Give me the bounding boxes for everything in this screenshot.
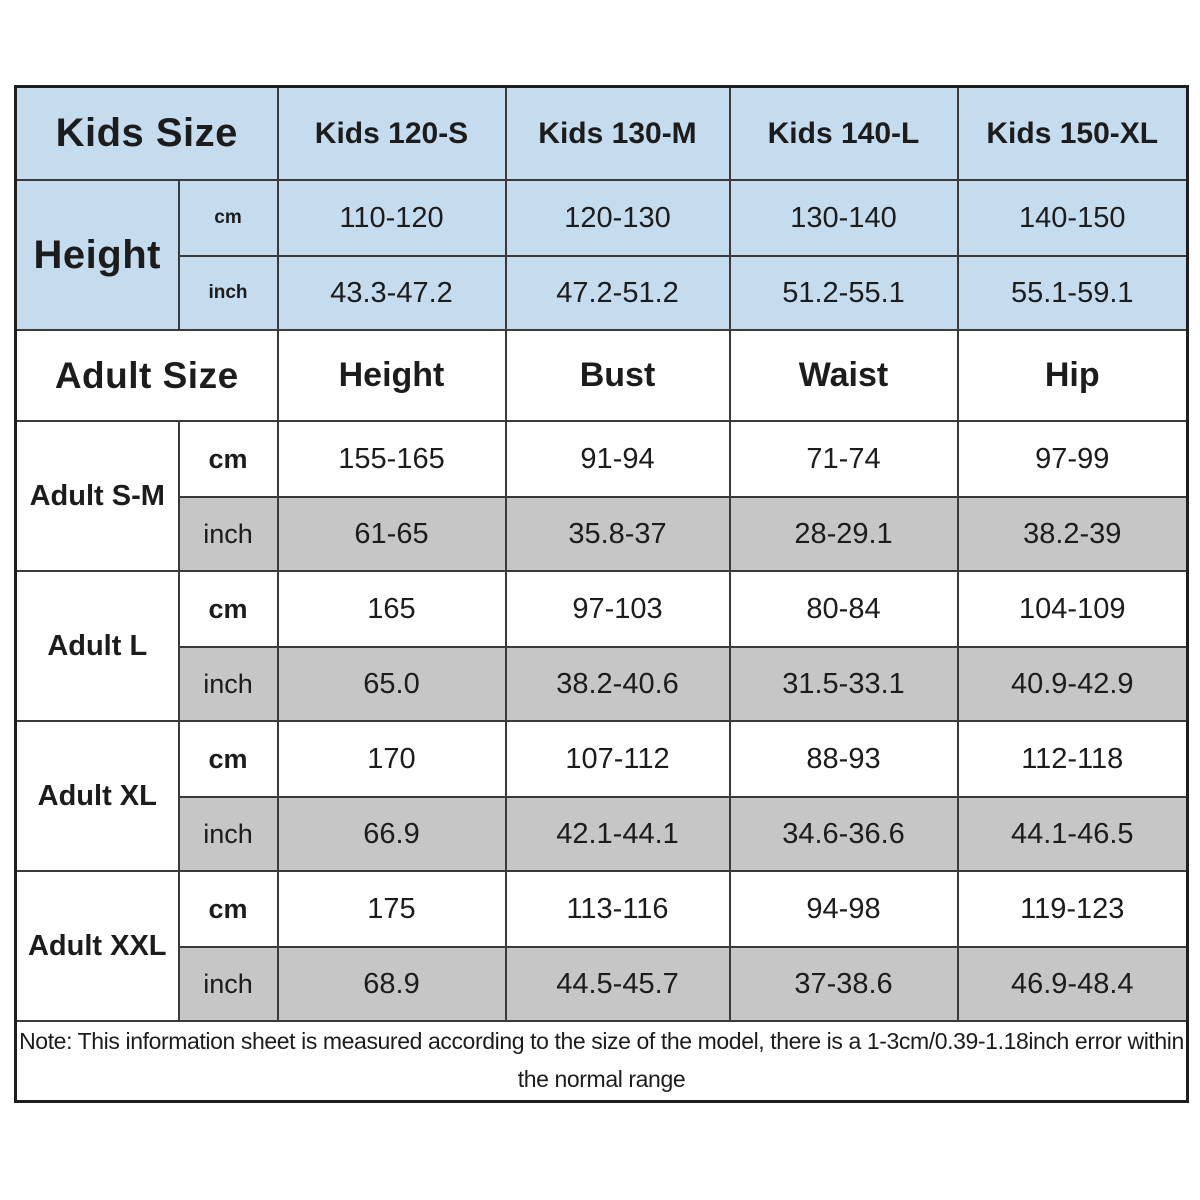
adult-l-cm-row [16, 571, 1188, 647]
size-value-cell: 65.0 [278, 647, 506, 721]
size-value-cell: 47.2-51.2 [506, 256, 730, 330]
size-value-cell: 104-109 [958, 571, 1188, 647]
size-value-cell: 80-84 [730, 571, 958, 647]
unit-label-cm: cm [179, 871, 278, 947]
size-value-cell: 71-74 [730, 421, 958, 497]
size-value-cell: 175 [278, 871, 506, 947]
size-value-cell: 165 [278, 571, 506, 647]
unit-label-cm: cm [179, 721, 278, 797]
kids-column-header-150xl: Kids 150-XL [958, 87, 1188, 181]
adult-xxl-label: Adult XXL [16, 871, 179, 1021]
size-value-cell: 44.1-46.5 [958, 797, 1188, 871]
size-value-cell: 97-99 [958, 421, 1188, 497]
size-value-cell: 110-120 [278, 180, 506, 256]
size-value-cell: 66.9 [278, 797, 506, 871]
size-value-cell: 119-123 [958, 871, 1188, 947]
size-value-cell: 51.2-55.1 [730, 256, 958, 330]
unit-label-inch: inch [179, 497, 278, 571]
kids-column-header-120s: Kids 120-S [278, 87, 506, 181]
adult-xxl-inch-row [16, 947, 1188, 1021]
kids-header-row [16, 87, 1188, 181]
size-value-cell: 88-93 [730, 721, 958, 797]
size-value-cell: 31.5-33.1 [730, 647, 958, 721]
adult-sm-inch-row [16, 497, 1188, 571]
size-value-cell: 170 [278, 721, 506, 797]
kids-height-inch-row [16, 256, 1188, 330]
adult-xxl-cm-row [16, 871, 1188, 947]
size-value-cell: 155-165 [278, 421, 506, 497]
unit-label-inch: inch [179, 256, 278, 330]
adult-xl-inch-row [16, 797, 1188, 871]
adult-column-header-waist: Waist [730, 330, 958, 421]
adult-l-label: Adult L [16, 571, 179, 721]
size-value-cell: 91-94 [506, 421, 730, 497]
height-section-label: Height [16, 180, 179, 330]
size-value-cell: 120-130 [506, 180, 730, 256]
size-value-cell: 40.9-42.9 [958, 647, 1188, 721]
unit-label-cm: cm [179, 421, 278, 497]
adult-l-inch-row [16, 647, 1188, 721]
kids-column-header-140l: Kids 140-L [730, 87, 958, 181]
kids-size-header: Kids Size [16, 87, 278, 181]
size-value-cell: 113-116 [506, 871, 730, 947]
size-value-cell: 94-98 [730, 871, 958, 947]
size-value-cell: 61-65 [278, 497, 506, 571]
size-value-cell: 107-112 [506, 721, 730, 797]
adult-xl-cm-row [16, 721, 1188, 797]
size-chart-table [14, 85, 1189, 1103]
unit-label-cm: cm [179, 571, 278, 647]
size-value-cell: 55.1-59.1 [958, 256, 1188, 330]
adult-sm-label: Adult S-M [16, 421, 179, 571]
unit-label-inch: inch [179, 947, 278, 1021]
size-value-cell: 43.3-47.2 [278, 256, 506, 330]
size-value-cell: 46.9-48.4 [958, 947, 1188, 1021]
size-value-cell: 68.9 [278, 947, 506, 1021]
size-value-cell: 112-118 [958, 721, 1188, 797]
unit-label-inch: inch [179, 797, 278, 871]
adult-column-header-height: Height [278, 330, 506, 421]
unit-label-cm: cm [179, 180, 278, 256]
kids-column-header-130m: Kids 130-M [506, 87, 730, 181]
note-row [16, 1021, 1188, 1102]
size-value-cell: 34.6-36.6 [730, 797, 958, 871]
size-value-cell: 44.5-45.7 [506, 947, 730, 1021]
kids-height-cm-row [16, 180, 1188, 256]
size-value-cell: 38.2-40.6 [506, 647, 730, 721]
adult-column-header-bust: Bust [506, 330, 730, 421]
size-value-cell: 42.1-44.1 [506, 797, 730, 871]
adult-sm-cm-row [16, 421, 1188, 497]
size-value-cell: 28-29.1 [730, 497, 958, 571]
size-value-cell: 38.2-39 [958, 497, 1188, 571]
size-value-cell: 35.8-37 [506, 497, 730, 571]
size-value-cell: 140-150 [958, 180, 1188, 256]
size-value-cell: 130-140 [730, 180, 958, 256]
unit-label-inch: inch [179, 647, 278, 721]
size-value-cell: 37-38.6 [730, 947, 958, 1021]
adult-header-row [16, 330, 1188, 421]
measurement-note: Note: This information sheet is measured according to the size of the model, there is a 1-3cm/0.39-1.18inch error within the normal range [16, 1021, 1188, 1102]
adult-xl-label: Adult XL [16, 721, 179, 871]
size-value-cell: 97-103 [506, 571, 730, 647]
adult-column-header-hip: Hip [958, 330, 1188, 421]
adult-size-header: Adult Size [16, 330, 278, 421]
